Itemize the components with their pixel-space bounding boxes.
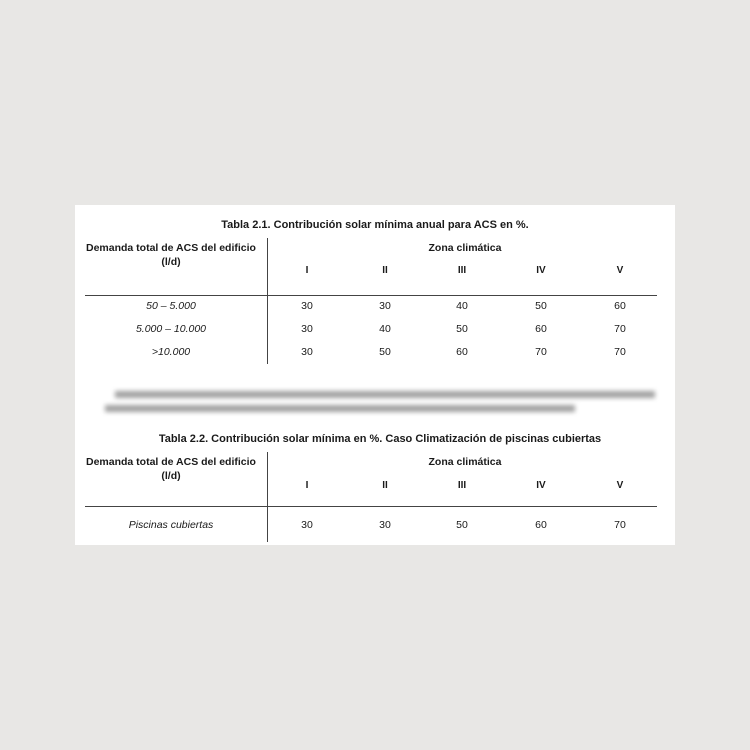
blurred-line	[105, 405, 575, 412]
column-divider	[267, 452, 268, 542]
row-label: 5.000 – 10.000	[135, 323, 207, 335]
table-2-1	[75, 205, 675, 367]
table-2-2	[75, 427, 675, 545]
table-cell: 60	[535, 519, 547, 531]
table-cell: 40	[456, 300, 468, 312]
table-cell: 70	[614, 323, 626, 335]
table-cell: 30	[301, 519, 313, 531]
table-cell: 30	[379, 519, 391, 531]
zone-label: III	[457, 480, 467, 491]
row-header: Demanda total de ACS del edificio (l/d)	[86, 242, 256, 268]
zone-label: V	[616, 480, 624, 491]
table-cell: 30	[301, 323, 313, 335]
column-divider	[267, 238, 268, 364]
header-divider	[85, 295, 657, 296]
table-cell: 30	[301, 346, 313, 358]
document-page	[75, 205, 675, 545]
table-cell: 40	[379, 323, 391, 335]
zone-label: II	[382, 480, 388, 491]
table-cell: 70	[535, 346, 547, 358]
table-cell: 30	[379, 300, 391, 312]
blurred-text	[105, 387, 685, 419]
zone-label: V	[616, 265, 624, 276]
zone-label: II	[382, 265, 388, 276]
zone-label: I	[305, 480, 309, 491]
zone-header: Zona climática	[428, 456, 502, 468]
blurred-line	[115, 391, 655, 398]
table-cell: 60	[456, 346, 468, 358]
table-cell: 50	[379, 346, 391, 358]
row-label: Piscinas cubiertas	[128, 519, 214, 531]
table-cell: 60	[535, 323, 547, 335]
zone-label: IV	[536, 480, 546, 491]
table-cell: 30	[301, 300, 313, 312]
zone-header: Zona climática	[428, 242, 502, 254]
table-cell: 50	[456, 519, 468, 531]
zone-label: III	[457, 265, 467, 276]
header-divider	[85, 506, 657, 507]
table-caption: Tabla 2.2. Contribución solar mínima en %. Caso Climatización de piscinas cubiertas	[158, 433, 602, 445]
table-cell: 70	[614, 519, 626, 531]
table-caption: Tabla 2.1. Contribución solar mínima anual para ACS en %.	[221, 219, 529, 231]
row-label: >10.000	[151, 346, 191, 358]
table-cell: 50	[456, 323, 468, 335]
table-cell: 60	[614, 300, 626, 312]
zone-label: I	[305, 265, 309, 276]
zone-label: IV	[536, 265, 546, 276]
table-cell: 50	[535, 300, 547, 312]
table-cell: 70	[614, 346, 626, 358]
row-label: 50 – 5.000	[146, 300, 196, 312]
row-header: Demanda total de ACS del edificio (l/d)	[86, 456, 256, 482]
